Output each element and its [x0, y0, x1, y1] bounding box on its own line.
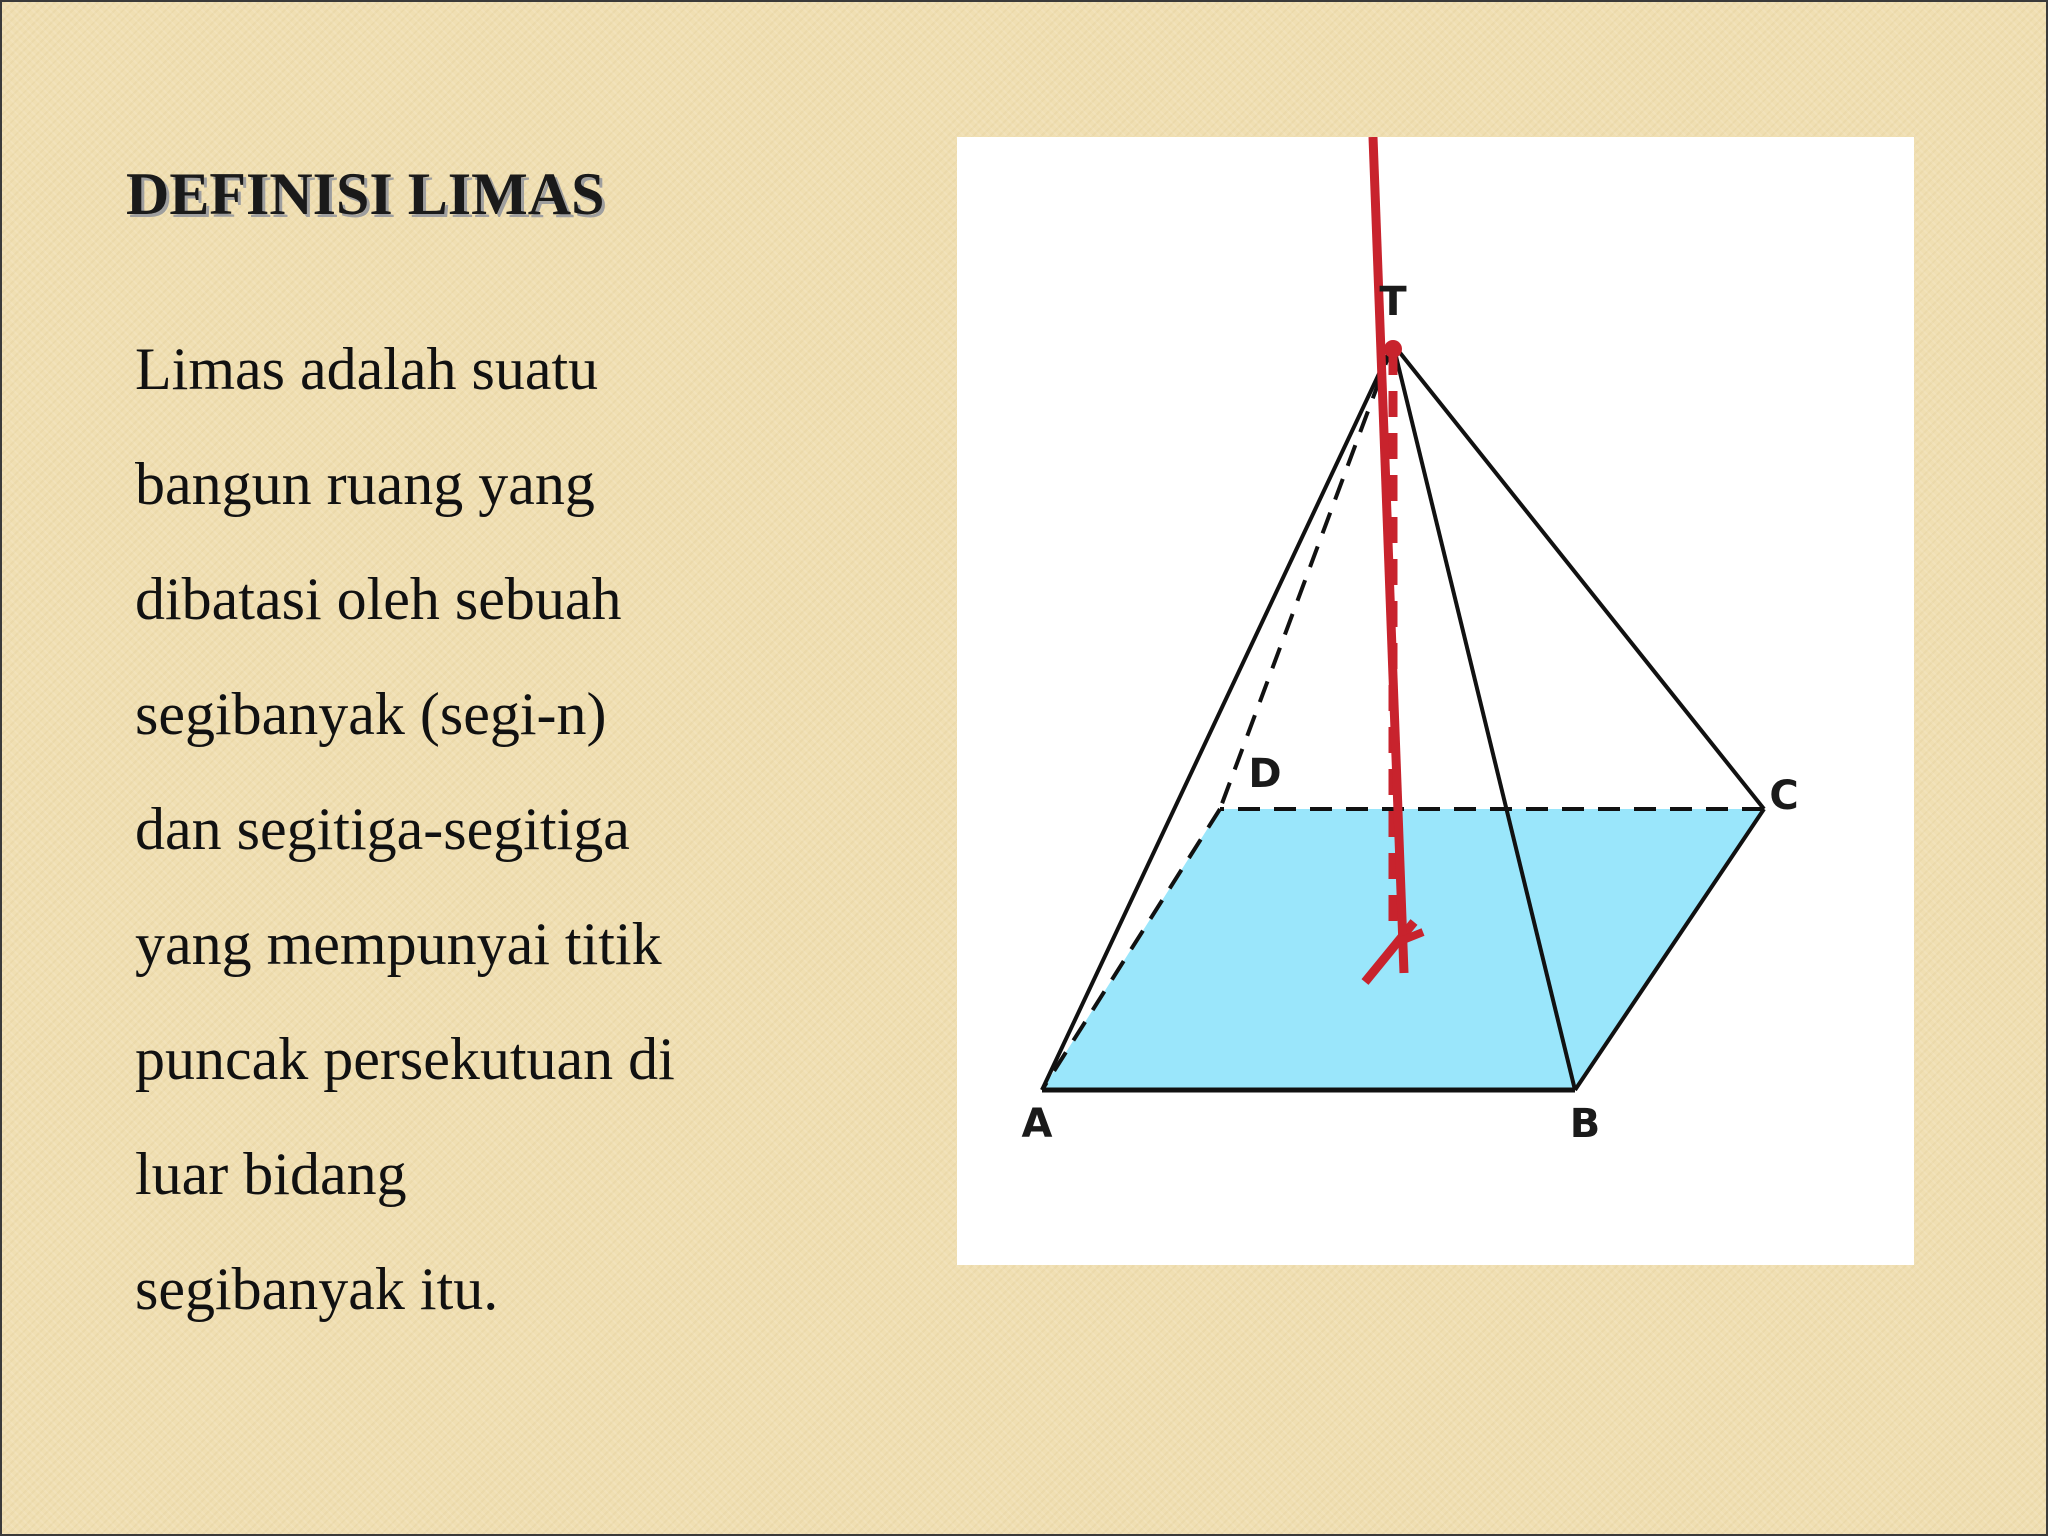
definition-line-3: dibatasi oleh sebuah	[135, 566, 622, 632]
definition-text	[135, 312, 815, 1347]
definition-line-4: segibanyak (segi-n)	[135, 681, 607, 747]
definition-line-8: luar bidang	[135, 1141, 407, 1207]
vertex-label-c: C	[1769, 773, 1799, 819]
edge-td-hidden	[1220, 344, 1393, 809]
definition-line-1: Limas adalah suatu	[135, 336, 599, 402]
slide-title: DEFINISI LIMAS	[126, 161, 605, 227]
definition-line-5: dan segitiga-segitiga	[135, 796, 630, 862]
pyramid-figure	[957, 137, 1914, 1265]
definition-line-7: puncak persekutuan di	[135, 1026, 675, 1092]
definition-line-6: yang mempunyai titik	[135, 911, 662, 977]
pyramid-diagram	[957, 137, 1914, 1265]
vertex-label-b: B	[1569, 1101, 1601, 1147]
definition-line-9: segibanyak itu.	[135, 1256, 499, 1322]
definition-line-2: bangun ruang yang	[135, 451, 595, 517]
vertex-label-d: D	[1248, 751, 1282, 797]
apex-dot	[1384, 340, 1402, 358]
vertex-label-a: A	[1021, 1101, 1053, 1147]
vertex-label-t: T	[1379, 279, 1407, 325]
